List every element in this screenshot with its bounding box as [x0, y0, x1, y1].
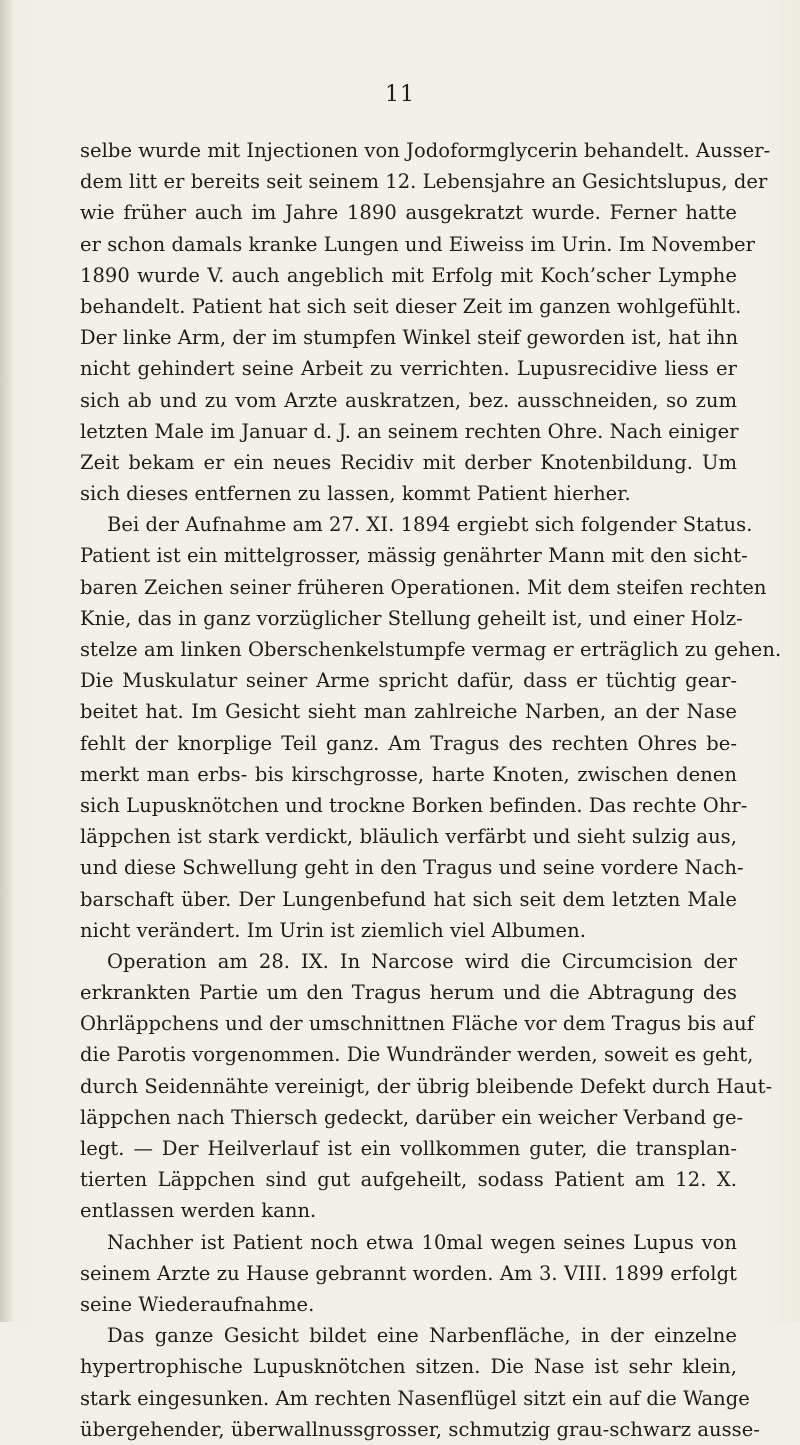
binding-shadow — [0, 0, 14, 1322]
text-line: dem litt er bereits seit seinem 12. Lebensjahre an Gesichtslupus, der — [80, 170, 768, 194]
text-line: baren Zeichen seiner früheren Operationen. Mit dem steifen rechten — [80, 575, 767, 599]
text-line: entlassen werden kann. — [80, 1199, 317, 1223]
text-line: stelze am linken Oberschenkelstumpfe vermag er erträglich zu gehen. — [80, 638, 782, 661]
text-line: sich dieses entfernen zu lassen, kommt Patient hierher. — [80, 482, 631, 506]
text-line: legt. — Der Heilverlauf ist ein vollkommen guter, die transplan- — [80, 1137, 737, 1160]
text-line: Bei der Aufnahme am 27. XI. 1894 ergiebt sich folgender Status. — [107, 513, 753, 537]
text-line: und diese Schwellung geht in den Tragus und seine vordere Nach- — [80, 856, 744, 880]
text-line: beitet hat. Im Gesicht sieht man zahlreiche Narben, an der Nase — [80, 700, 737, 724]
text-line: merkt man erbs- bis kirschgrosse, harte Knoten, zwischen denen — [80, 762, 737, 786]
text-line: erkrankten Partie um den Tragus herum und die Abtragung des — [80, 981, 737, 1005]
text-line: behandelt. Patient hat sich seit dieser Zeit im ganzen wohlgefühlt. — [80, 294, 742, 318]
body-text — [80, 135, 782, 1445]
text-line: wie früher auch im Jahre 1890 ausgekratzt wurde. Ferner hatte — [80, 201, 737, 225]
text-line: Nachher ist Patient noch etwa 10mal wegen seines Lupus von — [107, 1230, 737, 1254]
text-line: Knie, das in ganz vorzüglicher Stellung geheilt ist, und einer Holz- — [80, 606, 743, 630]
text-line: Das ganze Gesicht bildet eine Narbenfläche, in der einzelne — [107, 1324, 737, 1348]
text-line: er schon damals kranke Lungen und Eiweiss im Urin. Im November — [80, 232, 755, 256]
text-line: hypertrophische Lupusknötchen sitzen. Die Nase ist sehr klein, — [80, 1355, 737, 1379]
text-line: die Parotis vorgenommen. Die Wundränder werden, soweit es geht, — [80, 1043, 754, 1067]
text-line: Operation am 28. IX. In Narcose wird die Circumcision der — [107, 949, 737, 973]
text-line: Ohrläppchens und der umschnittnen Fläche vor dem Tragus bis auf — [80, 1012, 754, 1036]
text-line: läppchen nach Thiersch gedeckt, darüber ein weicher Verband ge- — [80, 1105, 744, 1129]
text-line: läppchen ist stark verdickt, bläulich verfärbt und sieht sulzig aus, — [80, 825, 737, 849]
text-line: Zeit bekam er ein neues Recidiv mit derber Knotenbildung. Um — [80, 450, 737, 474]
text-line: letzten Male im Januar d. J. an seinem rechten Ohre. Nach einiger — [80, 419, 739, 443]
text-line: seine Wiederaufnahme. — [80, 1292, 315, 1316]
text-line: Die Muskulatur seiner Arme spricht dafür, dass er tüchtig gear- — [80, 669, 737, 693]
text-line: Der linke Arm, der im stumpfen Winkel steif geworden ist, hat ihn — [80, 326, 739, 350]
text-line: sich Lupusknötchen und trockne Borken befinden. Das rechte Ohr- — [80, 793, 748, 817]
text-line: seinem Arzte zu Hause gebrannt worden. Am 3. VIII. 1899 erfolgt — [80, 1261, 737, 1285]
text-line: barschaft über. Der Lungenbefund hat sich seit dem letzten Male — [80, 887, 737, 911]
text-line: Patient ist ein mittelgrosser, mässig genährter Mann mit den sicht- — [80, 544, 748, 568]
text-line: nicht gehindert seine Arbeit zu verrichten. Lupusrecidive liess er — [80, 357, 737, 381]
text-line: fehlt der knorplige Teil ganz. Am Tragus des rechten Ohres be- — [80, 731, 737, 755]
page-number: 11 — [385, 82, 415, 107]
text-line: übergehender, überwallnussgrosser, schmutzig grau-schwarz ausse- — [80, 1417, 760, 1441]
text-line: nicht verändert. Im Urin ist ziemlich viel Albumen. — [80, 918, 586, 942]
text-line: stark eingesunken. Am rechten Nasenflügel sitzt ein auf die Wange — [80, 1386, 750, 1410]
text-line: 1890 wurde V. auch angeblich mit Erfolg mit Koch’scher Lymphe — [80, 263, 737, 287]
text-line: tierten Läppchen sind gut aufgeheilt, sodass Patient am 12. X. — [80, 1168, 737, 1192]
text-line: durch Seidennähte vereinigt, der übrig bleibende Defekt durch Haut- — [80, 1074, 773, 1098]
text-line: sich ab und zu vom Arzte auskratzen, bez. ausschneiden, so zum — [80, 388, 737, 412]
text-line: selbe wurde mit Injectionen von Jodoformglycerin behandelt. Ausser- — [80, 139, 771, 162]
